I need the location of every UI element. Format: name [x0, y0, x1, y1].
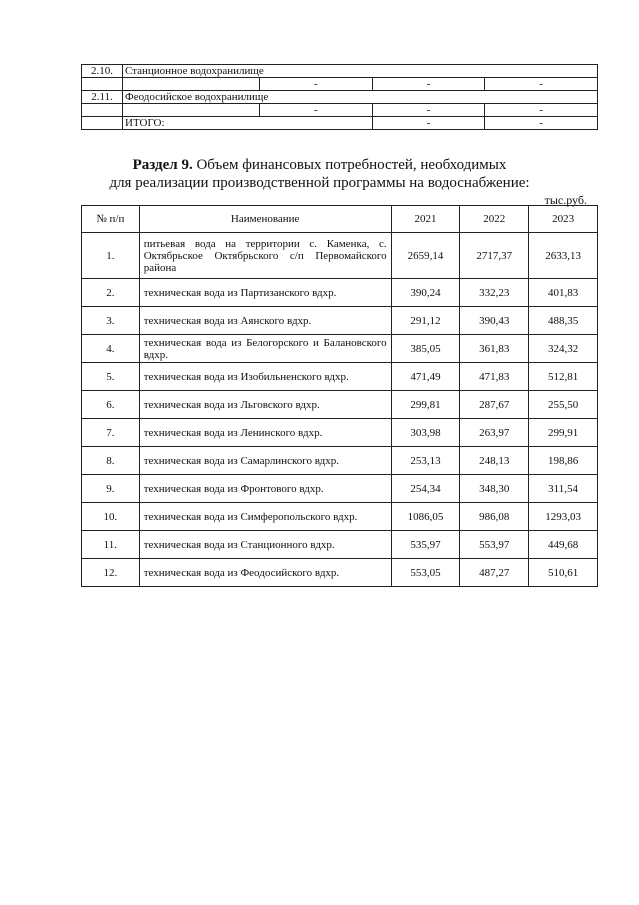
row-name: техническая вода из Изобильненского вдхр.	[139, 363, 391, 391]
value-2023: 2633,13	[529, 233, 598, 279]
row-value: -	[372, 104, 485, 117]
row-number: 5.	[82, 363, 140, 391]
table-row	[82, 475, 598, 503]
header-row	[82, 206, 598, 233]
unit-label: тыс.руб.	[544, 193, 587, 207]
value-2022: 487,27	[460, 559, 529, 587]
row-name: Станционное водохранилище	[123, 65, 598, 78]
value-2021: 253,13	[391, 447, 460, 475]
table-row	[82, 391, 598, 419]
financial-table	[81, 205, 598, 587]
table-row	[82, 91, 598, 104]
value-2023: 198,86	[529, 447, 598, 475]
table-row	[82, 78, 598, 91]
table-row	[82, 233, 598, 279]
row-name: техническая вода из Партизанского вдхр.	[139, 279, 391, 307]
value-2021: 385,05	[391, 335, 460, 363]
value-2022: 553,97	[460, 531, 529, 559]
value-2022: 361,83	[460, 335, 529, 363]
value-2022: 348,30	[460, 475, 529, 503]
row-name: Феодосийское водохранилище	[123, 91, 598, 104]
value-2021: 303,98	[391, 419, 460, 447]
row-spacer	[123, 78, 260, 91]
row-number-empty	[82, 78, 123, 91]
value-2023: 324,32	[529, 335, 598, 363]
total-value: -	[485, 117, 598, 130]
value-2023: 449,68	[529, 531, 598, 559]
header-2021: 2021	[391, 206, 460, 233]
row-number-empty	[82, 104, 123, 117]
value-2023: 512,81	[529, 363, 598, 391]
table-row	[82, 531, 598, 559]
value-2023: 510,61	[529, 559, 598, 587]
row-number: 11.	[82, 531, 140, 559]
value-2021: 291,12	[391, 307, 460, 335]
row-value: -	[260, 104, 373, 117]
value-2023: 255,50	[529, 391, 598, 419]
value-2022: 390,43	[460, 307, 529, 335]
row-number: 2.11.	[82, 91, 123, 104]
total-value: -	[372, 117, 485, 130]
value-2021: 299,81	[391, 391, 460, 419]
row-number: 10.	[82, 503, 140, 531]
value-2022: 263,97	[460, 419, 529, 447]
row-number: 2.10.	[82, 65, 123, 78]
row-number: 1.	[82, 233, 140, 279]
row-name: техническая вода из Льговского вдхр.	[139, 391, 391, 419]
row-number: 9.	[82, 475, 140, 503]
value-2022: 2717,37	[460, 233, 529, 279]
table-row	[82, 419, 598, 447]
row-name: техническая вода из Станционного вдхр.	[139, 531, 391, 559]
table-row	[82, 503, 598, 531]
row-name: техническая вода из Феодосийского вдхр.	[139, 559, 391, 587]
row-number: 4.	[82, 335, 140, 363]
section-title-bold: Раздел 9.	[132, 157, 193, 173]
section-title-rest: Объем финансовых потребностей, необходимых	[192, 157, 507, 173]
value-2022: 287,67	[460, 391, 529, 419]
row-name: техническая вода из Белогорского и Балановского вдхр.	[139, 335, 391, 363]
row-name: техническая вода из Симферопольского вдхр.	[139, 503, 391, 531]
table-row	[82, 104, 598, 117]
row-number: 2.	[82, 279, 140, 307]
row-value: -	[485, 78, 598, 91]
row-number: 3.	[82, 307, 140, 335]
table-row	[82, 279, 598, 307]
row-name: техническая вода из Самарлинского вдхр.	[139, 447, 391, 475]
total-row	[82, 117, 598, 130]
value-2021: 1086,05	[391, 503, 460, 531]
value-2021: 2659,14	[391, 233, 460, 279]
value-2023: 299,91	[529, 419, 598, 447]
table-row	[82, 559, 598, 587]
row-name: техническая вода из Аянского вдхр.	[139, 307, 391, 335]
value-2021: 553,05	[391, 559, 460, 587]
table-row	[82, 447, 598, 475]
total-label: ИТОГО:	[123, 117, 373, 130]
row-number-empty	[82, 117, 123, 130]
value-2022: 471,83	[460, 363, 529, 391]
table-row	[82, 65, 598, 78]
header-2023: 2023	[529, 206, 598, 233]
table-row	[82, 307, 598, 335]
value-2022: 986,08	[460, 503, 529, 531]
row-name: техническая вода из Ленинского вдхр.	[139, 419, 391, 447]
row-number: 12.	[82, 559, 140, 587]
value-2023: 488,35	[529, 307, 598, 335]
table-row	[82, 335, 598, 363]
table-row	[82, 363, 598, 391]
row-value: -	[260, 78, 373, 91]
row-value: -	[372, 78, 485, 91]
header-2022: 2022	[460, 206, 529, 233]
row-number: 6.	[82, 391, 140, 419]
header-number: № п/п	[82, 206, 140, 233]
row-number: 7.	[82, 419, 140, 447]
row-number: 8.	[82, 447, 140, 475]
value-2023: 401,83	[529, 279, 598, 307]
section-title-line2: для реализации производственной программы на водоснабжение:	[109, 175, 530, 191]
row-spacer	[123, 104, 260, 117]
row-value: -	[485, 104, 598, 117]
value-2022: 332,23	[460, 279, 529, 307]
section-title	[0, 157, 639, 174]
top-table	[81, 64, 598, 130]
value-2021: 390,24	[391, 279, 460, 307]
value-2021: 471,49	[391, 363, 460, 391]
value-2021: 254,34	[391, 475, 460, 503]
value-2023: 311,54	[529, 475, 598, 503]
header-name: Наименование	[139, 206, 391, 233]
value-2022: 248,13	[460, 447, 529, 475]
row-name: техническая вода из Фронтового вдхр.	[139, 475, 391, 503]
row-name: питьевая вода на территории с. Каменка, с. Октябрьское Октябрьского с/п Первомайского района	[139, 233, 391, 279]
value-2023: 1293,03	[529, 503, 598, 531]
value-2021: 535,97	[391, 531, 460, 559]
